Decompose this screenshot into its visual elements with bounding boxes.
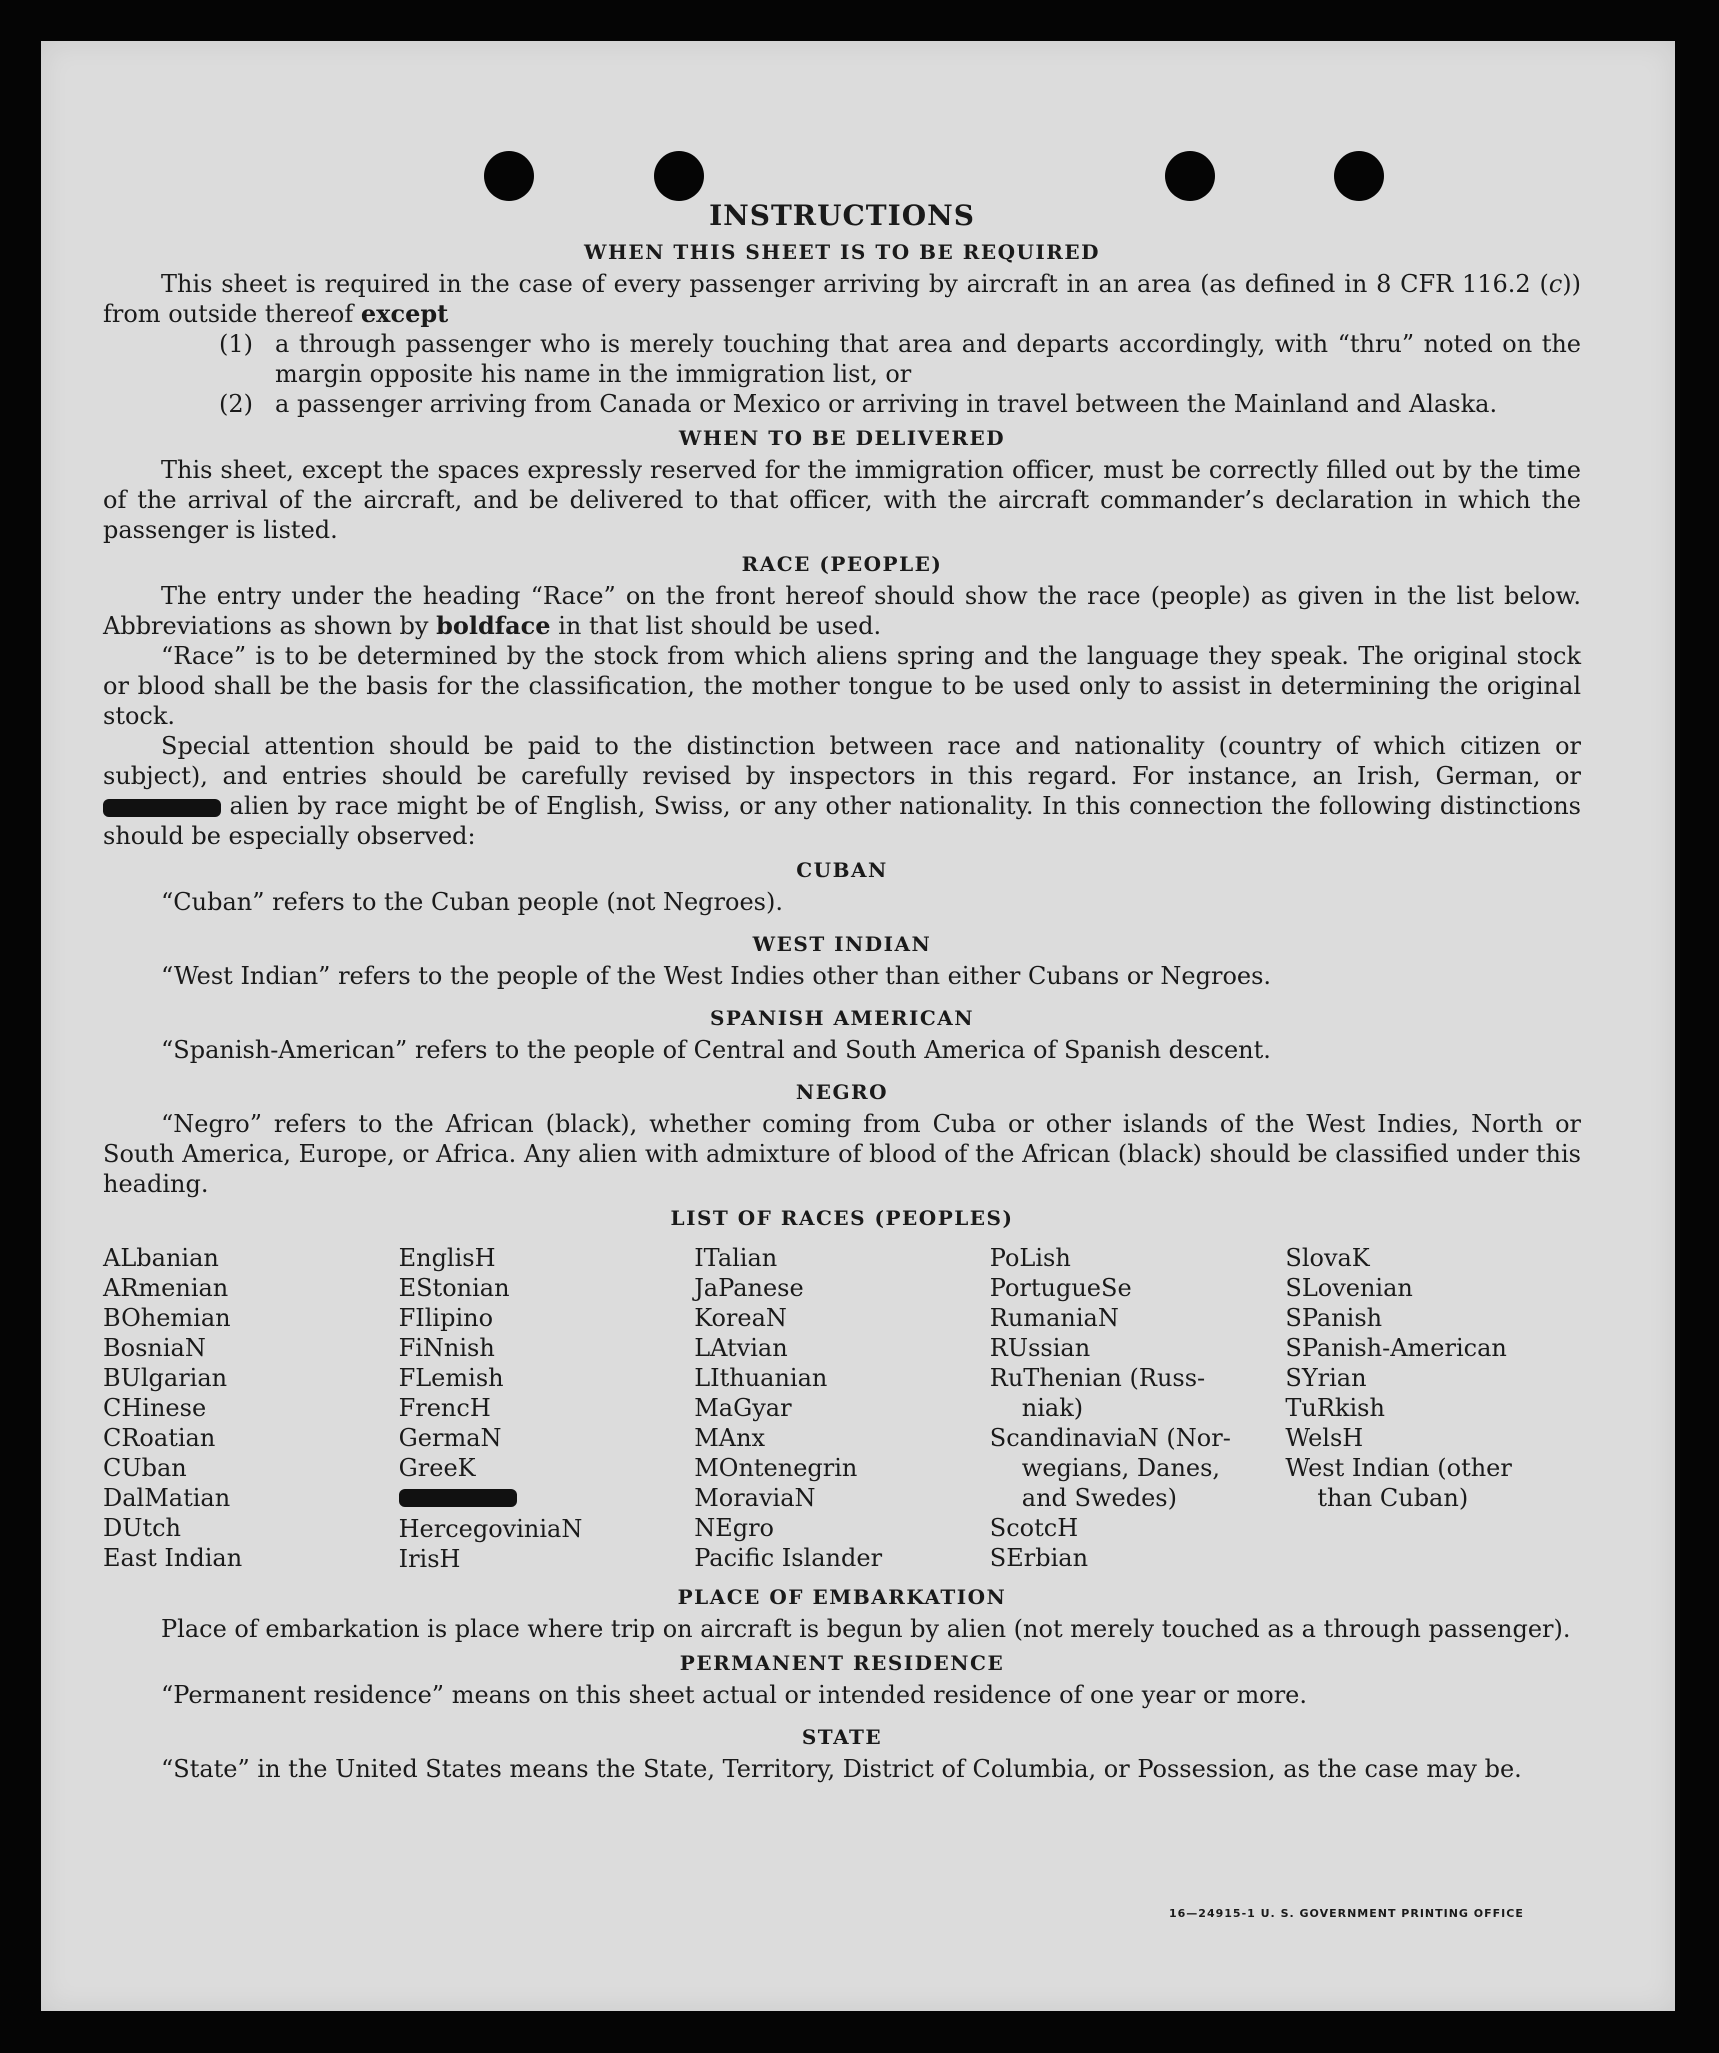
race-item: KoreaN [694, 1304, 787, 1332]
heading-race: RACE (PEOPLE) [741, 552, 943, 576]
race-item: Pacific Islander [694, 1544, 883, 1572]
race-item: RuThenian (Russ- [989, 1364, 1206, 1392]
redaction-mark [399, 1489, 517, 1507]
instructions-content [103, 201, 1581, 1784]
item-number: (1) [219, 330, 253, 358]
race-item: RumaniaN [989, 1304, 1119, 1332]
item-number: (2) [219, 390, 253, 418]
punch-hole [1334, 151, 1384, 201]
heading-list-of-races: LIST OF RACES (PEOPLES) [670, 1206, 1014, 1230]
race-item: LIthuanian [694, 1364, 828, 1392]
delivered-text: This sheet, except the spaces expressly reserved for the immigration officer, must be correctly filled out by the time of the arrival of the aircraft, and be delivered to that officer, with the aircraft commander’s declaration in which the passenger is listed. [103, 456, 1581, 544]
negro-text: “Negro” refers to the African (black), whether coming from Cuba or other islands of the West Indies, North or South America, Europe, or Africa. Any alien with admixture of blood of the African (black) should be classified under this heading. [103, 1110, 1581, 1198]
race-paragraph: Special attention should be paid to the distinction between race and nationality (country of which citizen or subject), and entries should be carefully revised by inspectors in this regard. For instance, an Irish, German, or alien by race might be of English, Swiss, or any other nationality. In this connection the following distinctions should be especially observed: [103, 732, 1581, 850]
redaction-mark [103, 799, 221, 817]
race-item: than Cuban) [1317, 1484, 1469, 1512]
race-item: ScandinaviaN (Nor- [989, 1424, 1231, 1452]
race-column [694, 1243, 990, 1574]
race-item: LAtvian [694, 1334, 788, 1362]
race-item: FiNnish [398, 1334, 495, 1362]
punch-hole [484, 151, 534, 201]
race-item: FrencH [398, 1394, 491, 1422]
race-item: SlovaK [1285, 1244, 1370, 1272]
race-item: ARmenian [103, 1274, 229, 1302]
page-title: INSTRUCTIONS [709, 199, 975, 232]
race-item: GermaN [398, 1424, 502, 1452]
race-item: NEgro [694, 1514, 774, 1542]
race-paragraph: The entry under the heading “Race” on the front hereof should show the race (people) as given in the list below. Abbreviations as shown by boldface in that list should be used. [103, 582, 1581, 640]
residence-text: “Permanent residence” means on this sheet actual or intended residence of one year or more. [161, 1681, 1307, 1709]
race-item: JaPanese [694, 1274, 804, 1302]
race-item: MoraviaN [694, 1484, 816, 1512]
race-item: BosniaN [103, 1334, 206, 1362]
race-item: West Indian (other [1285, 1454, 1512, 1482]
race-item: PoLish [989, 1244, 1071, 1272]
heading-west-indian: WEST INDIAN [752, 932, 932, 956]
race-item: MOntenegrin [694, 1454, 858, 1482]
race-item: ScotcH [989, 1514, 1079, 1542]
race-column [399, 1243, 695, 1574]
spanish-american-text: “Spanish-American” refers to the people of Central and South America of Spanish descent. [161, 1036, 1271, 1064]
race-list [103, 1243, 1581, 1574]
race-column [103, 1243, 399, 1574]
required-intro: This sheet is required in the case of every passenger arriving by aircraft in an area (as defined in 8 CFR 116.2 (c)) from outside thereof except [103, 270, 1581, 328]
item-text: a passenger arriving from Canada or Mexico or arriving in travel between the Mainland and Alaska. [275, 390, 1498, 418]
state-text: “State” in the United States means the State, Territory, District of Columbia, or Possession, as the case may be. [161, 1755, 1522, 1783]
race-item: GreeK [398, 1454, 476, 1482]
race-column [1285, 1243, 1581, 1574]
punch-hole [1165, 151, 1215, 201]
race-item: FIlipino [398, 1304, 494, 1332]
race-item: SPanish-American [1285, 1334, 1507, 1362]
item-text: a through passenger who is merely touching that area and departs accordingly, with “thru” noted on the margin opposite his name in the immigration list, or [275, 330, 1581, 388]
race-item: SPanish [1285, 1304, 1383, 1332]
race-item: EnglisH [398, 1244, 496, 1272]
heading-negro: NEGRO [795, 1080, 889, 1104]
race-item: CUban [103, 1454, 187, 1482]
heading-state: STATE [801, 1725, 883, 1749]
race-item: MaGyar [694, 1394, 792, 1422]
race-item: TuRkish [1285, 1394, 1385, 1422]
race-paragraph: “Race” is to be determined by the stock from which aliens spring and the language they speak. The original stock or blood shall be the basis for the classification, the mother tongue to be used only to assist in determining the original stock. [103, 642, 1581, 730]
race-item: CHinese [103, 1394, 207, 1422]
race-item: ITalian [694, 1244, 778, 1272]
cuban-text: “Cuban” refers to the Cuban people (not Negroes). [161, 888, 783, 916]
race-item: DalMatian [103, 1484, 231, 1512]
race-item: ALbanian [103, 1244, 219, 1272]
race-item: WelsH [1285, 1424, 1364, 1452]
race-item: and Swedes) [1021, 1484, 1177, 1512]
list-item [219, 329, 1581, 389]
west-indian-text: “West Indian” refers to the people of the West Indies other than either Cubans or Negroes. [161, 962, 1272, 990]
heading-required: WHEN THIS SHEET IS TO BE REQUIRED [584, 240, 1100, 264]
race-item: SYrian [1285, 1364, 1367, 1392]
heading-delivered: WHEN TO BE DELIVERED [678, 426, 1006, 450]
race-item: niak) [1021, 1394, 1084, 1422]
race-item: BUlgarian [103, 1364, 228, 1392]
race-item: CRoatian [103, 1424, 216, 1452]
race-item: SErbian [989, 1544, 1089, 1572]
race-item: PortugueSe [989, 1274, 1132, 1302]
race-column [990, 1243, 1286, 1574]
race-item: RUssian [989, 1334, 1091, 1362]
race-item: DUtch [103, 1514, 182, 1542]
heading-cuban: CUBAN [796, 858, 888, 882]
race-item: FLemish [398, 1364, 504, 1392]
list-item [219, 389, 1581, 419]
race-item: MAnx [694, 1424, 766, 1452]
print-code: 16—24915-1 U. S. GOVERNMENT PRINTING OFFICE [1169, 1907, 1524, 1920]
heading-spanish-american: SPANISH AMERICAN [709, 1006, 975, 1030]
race-item: wegians, Danes, [1021, 1454, 1221, 1482]
document-page [41, 41, 1675, 2011]
race-item: IrisH [398, 1545, 461, 1573]
embarkation-text: Place of embarkation is place where trip on aircraft is begun by alien (not merely touched as a through passenger). [161, 1615, 1571, 1643]
race-item: BOhemian [103, 1304, 231, 1332]
race-item: HercegoviniaN [398, 1515, 583, 1543]
race-item: SLovenian [1285, 1274, 1413, 1302]
race-item: EStonian [398, 1274, 510, 1302]
heading-residence: PERMANENT RESIDENCE [679, 1651, 1005, 1675]
heading-embarkation: PLACE OF EMBARKATION [677, 1585, 1007, 1609]
race-item: East Indian [103, 1544, 243, 1572]
punch-hole [654, 151, 704, 201]
